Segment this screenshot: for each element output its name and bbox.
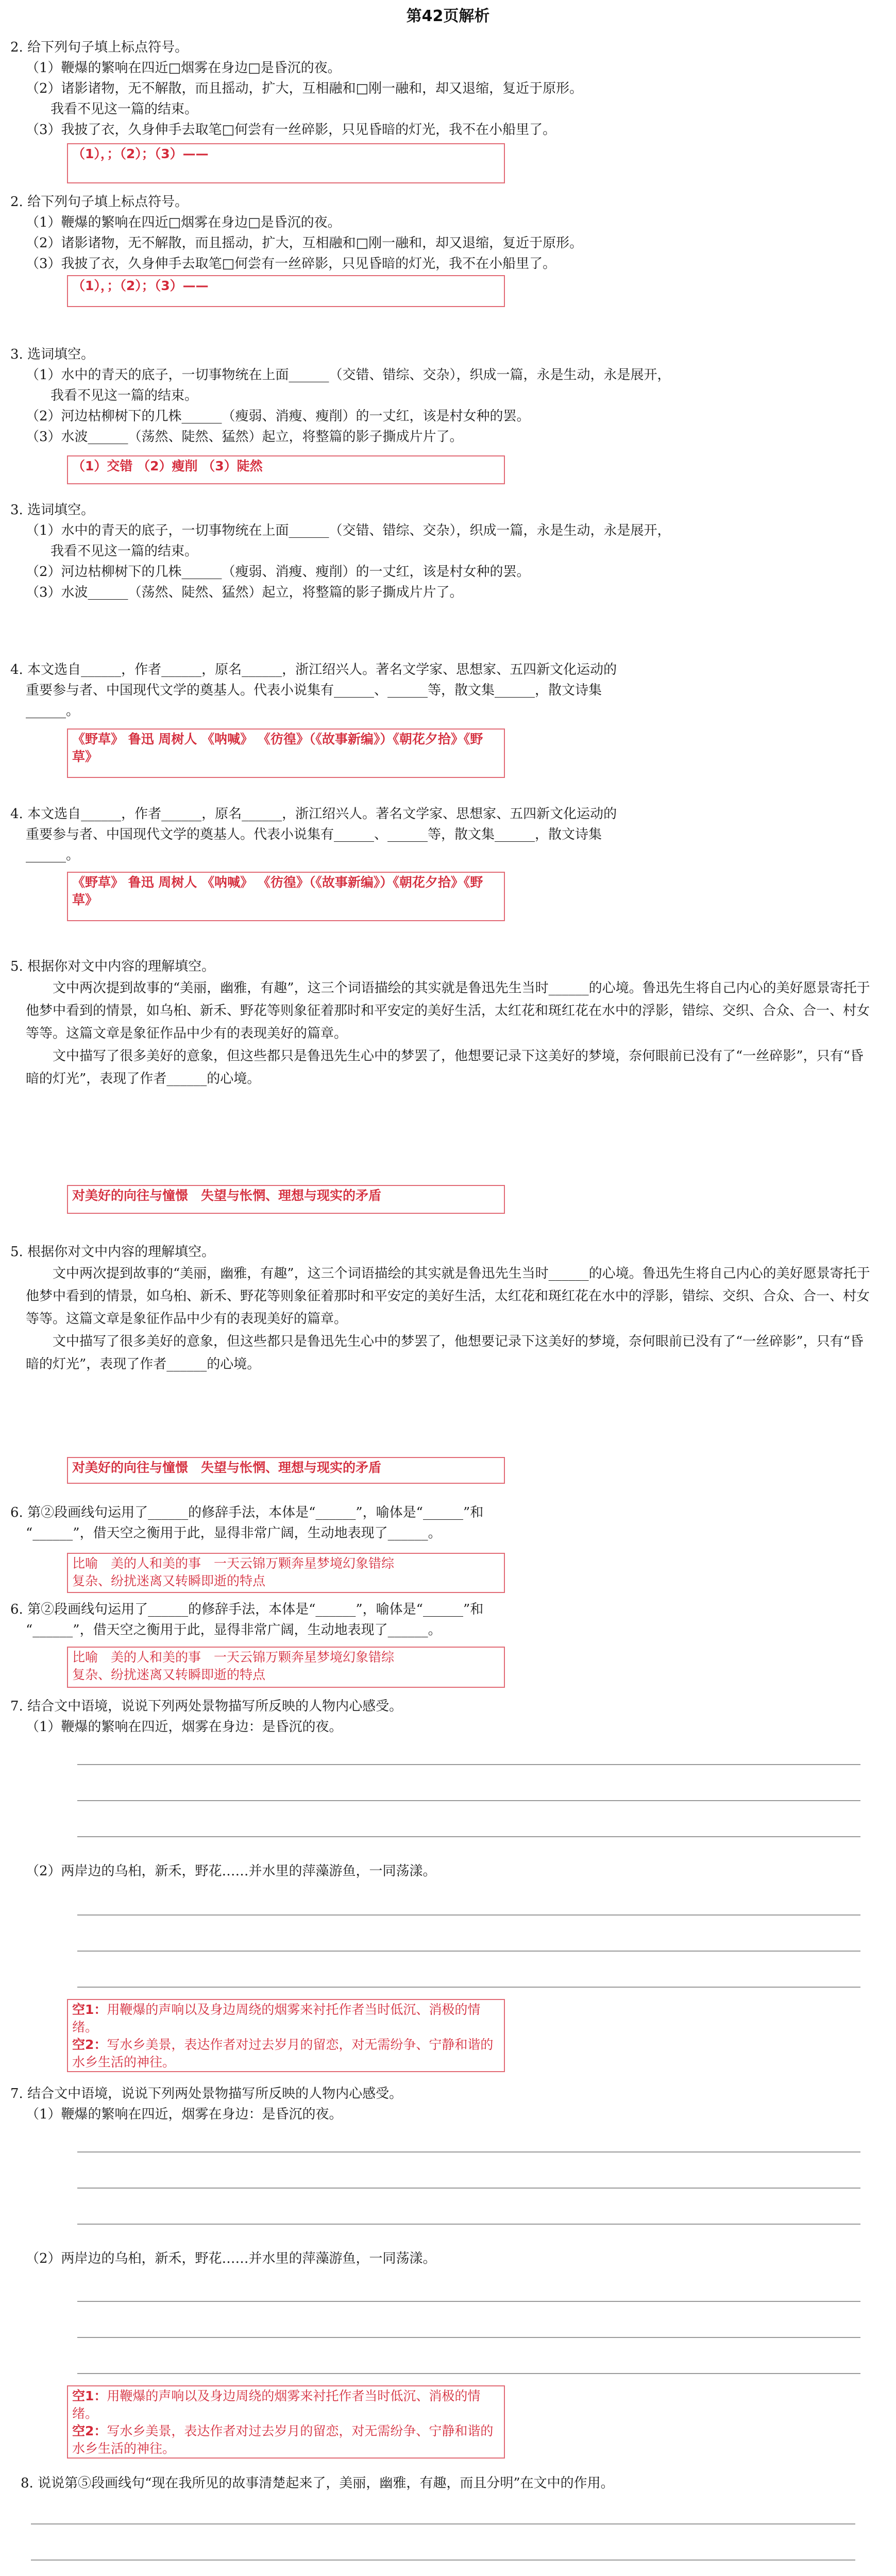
question-title: 2. 给下列句子填上标点符号。 — [10, 40, 189, 55]
question-2 — [10, 37, 876, 140]
answer-line-2: 复杂、纷扰迷离又转瞬即逝的特点 — [72, 1573, 266, 1588]
answer-box — [67, 872, 505, 921]
question-title: 8. 说说第⑤段画线句“现在我所见的故事清楚起来了，美丽，幽雅，有趣，而且分明”在文中的作用。 — [21, 2476, 614, 2491]
q6-line-1: 6. 第②段画线句运用了______的修辞手法，本体是“______”，喻体是“______”和 — [10, 1602, 484, 1617]
answer-line — [77, 1836, 860, 1837]
q4-line-3: ______。 — [26, 848, 80, 863]
q6-line-2: “______”，借天空之衡用于此，显得非常广阔，生动地表现了______。 — [26, 1622, 442, 1638]
question-title: 2. 给下列句子填上标点符号。 — [10, 194, 189, 210]
sentence-1: （1）鞭爆的繁响在四近，烟雾在身边：是昏沉的夜。 — [26, 1719, 343, 1735]
question-3-repeat — [10, 500, 876, 603]
question-2-repeat — [10, 192, 876, 274]
answer-box — [67, 275, 505, 307]
question-4 — [10, 659, 876, 721]
question-3 — [10, 344, 876, 447]
answer-line-2: 复杂、纷扰迷离又转瞬即逝的特点 — [72, 1667, 266, 1682]
answer-line — [77, 1764, 860, 1765]
answer-line — [77, 2337, 860, 2338]
answer-line — [31, 2560, 855, 2561]
question-8 — [21, 2473, 886, 2494]
question-title: 3. 选词填空。 — [10, 502, 95, 518]
question-5-repeat — [10, 1242, 876, 1376]
sentence-2: （2）两岸边的乌桕，新禾，野花……并水里的萍藻游鱼，一同荡漾。 — [26, 2251, 436, 2266]
answer-text: 对美好的向往与憧憬 失望与怅惘、理想与现实的矛盾 — [72, 1188, 382, 1203]
answer-label-1: 空1： — [72, 2002, 107, 2017]
answer-line-1: 比喻 美的人和美的事 一天云锦万颗奔星梦境幻象错综 — [72, 1556, 395, 1571]
answer-box — [67, 1553, 505, 1593]
answer-text-1: 用鞭爆的声响以及身边周绕的烟雾来衬托作者当时低沉、消极的情绪。 — [72, 2002, 481, 2035]
answer-text: 《野草》 鲁迅 周树人 《呐喊》 《彷徨》（《故事新编》）《朝花夕拾》《野草》 — [72, 732, 483, 764]
question-7-sub2 — [10, 1861, 876, 1882]
answer-text-1: 用鞭爆的声响以及身边周绕的烟雾来衬托作者当时低沉、消极的情绪。 — [72, 2388, 481, 2421]
question-6-repeat — [10, 1599, 876, 1640]
paragraph-2: 文中描写了很多美好的意象，但这些都只是鲁迅先生心中的梦罢了，他想要记录下这美好的梦境，奈何眼前已没有了“一丝碎影”，只有“昏暗的灯光”，表现了作者______的心境。 — [26, 1048, 864, 1087]
sentence-2: （2）河边枯柳树下的几株______（瘦弱、消瘦、瘦削）的一丈红，该是村女种的罢。 — [26, 409, 530, 424]
answer-line — [77, 2224, 860, 2225]
answer-box — [67, 143, 505, 183]
answer-box — [67, 1647, 505, 1688]
answer-box — [67, 1999, 505, 2072]
answer-text: （1），；（2）；（3）—— — [72, 278, 209, 293]
answer-line — [77, 2373, 860, 2374]
answer-line — [77, 1800, 860, 1801]
q4-line-1: 4. 本文选自______，作者______，原名______，浙江绍兴人。著名文学家、思想家、五四新文化运动的 — [10, 806, 617, 822]
sentence-1: （1）鞭爆的繁响在四近□烟雾在身边□是昏沉的夜。 — [26, 60, 341, 76]
sentence-2: （2）两岸边的乌桕，新禾，野花……并水里的萍藻游鱼，一同荡漾。 — [26, 1863, 436, 1879]
q6-line-1: 6. 第②段画线句运用了______的修辞手法，本体是“______”，喻体是“______”和 — [10, 1505, 484, 1520]
answer-line — [77, 2188, 860, 2189]
answer-text-2: 写水乡美景，表达作者对过去岁月的留恋，对无需纷争、宁静和谐的水乡生活的神往。 — [72, 2037, 494, 2070]
sentence-2: （2）诸影诸物，无不解散，而且摇动，扩大，互相融和□刚一融和，却又退缩，复近于原形。 — [26, 81, 583, 96]
q6-line-2: “______”，借天空之衡用于此，显得非常广阔，生动地表现了______。 — [26, 1526, 442, 1541]
question-title: 7. 结合文中语境，说说下列两处景物描写所反映的人物内心感受。 — [10, 1699, 403, 1714]
paragraph-2: 文中描写了很多美好的意象，但这些都只是鲁迅先生心中的梦罢了，他想要记录下这美好的梦境，奈何眼前已没有了“一丝碎影”，只有“昏暗的灯光”，表现了作者______的心境。 — [26, 1334, 864, 1372]
q4-line-3: ______。 — [26, 703, 80, 719]
answer-line — [77, 1987, 860, 1988]
q4-line-2: 重要参与者、中国现代文学的奠基人。代表小说集有______、______等，散文集______，散文诗集 — [26, 827, 602, 842]
q4-line-1: 4. 本文选自______，作者______，原名______，浙江绍兴人。著名文学家、思想家、五四新文化运动的 — [10, 662, 617, 677]
answer-box — [67, 1185, 505, 1214]
question-7-repeat — [10, 2083, 876, 2125]
question-title: 7. 结合文中语境，说说下列两处景物描写所反映的人物内心感受。 — [10, 2086, 403, 2102]
page-title: 第42页解析 — [406, 7, 490, 25]
sentence-1: （1）水中的青天的底子，一切事物统在上面______（交错、错综、交杂），织成一篇，永是生动，永是展开， — [26, 367, 671, 383]
q4-line-2: 重要参与者、中国现代文学的奠基人。代表小说集有______、______等，散文集______，散文诗集 — [26, 683, 602, 698]
sentence-2-cont: 我看不见这一篇的结束。 — [50, 101, 198, 117]
answer-line-1: 比喻 美的人和美的事 一天云锦万颗奔星梦境幻象错综 — [72, 1650, 395, 1665]
sentence-3: （3）我披了衣，久身伸手去取笔□何尝有一丝碎影，只见昏暗的灯光，我不在小船里了。 — [26, 122, 556, 138]
question-title: 5. 根据你对文中内容的理解填空。 — [10, 959, 215, 974]
answer-line — [77, 2151, 860, 2153]
answer-box — [67, 455, 505, 484]
question-4-repeat — [10, 804, 876, 866]
question-title: 5. 根据你对文中内容的理解填空。 — [10, 1244, 215, 1260]
answer-line — [77, 1951, 860, 1952]
sentence-1: （1）鞭爆的繁响在四近，烟雾在身边：是昏沉的夜。 — [26, 2107, 343, 2122]
paragraph-1: 文中两次提到故事的“美丽，幽雅，有趣”，这三个词语描绘的其实就是鲁迅先生当时______的心境。鲁迅先生将自己内心的美好愿景寄托于他梦中看到的情景，如乌桕、新禾、野花等则象征着那时和平安定的美好生活，太红花和斑红花在水中的浮影，错综、交织、合众、合一、村女等等。这篇文章是象征作品中少有的表现美好的篇章。 — [26, 1266, 870, 1327]
question-7 — [10, 1696, 876, 1737]
sentence-3: （3）水波______（荡然、陡然、猛然）起立，将整篇的影子撕成片片了。 — [26, 429, 463, 445]
sentence-1-cont: 我看不见这一篇的结束。 — [50, 544, 198, 559]
answer-box — [67, 1457, 505, 1484]
paragraph-1: 文中两次提到故事的“美丽，幽雅，有趣”，这三个词语描绘的其实就是鲁迅先生当时______的心境。鲁迅先生将自己内心的美好愿景寄托于他梦中看到的情景，如乌桕、新禾、野花等则象征着那时和平安定的美好生活，太红花和斑红花在水中的浮影，错综、交织、合众、合一、村女等等。这篇文章是象征作品中少有的表现美好的篇章。 — [26, 980, 870, 1041]
answer-text: （1），；（2）；（3）—— — [72, 146, 209, 161]
answer-label-2: 空2： — [72, 2424, 107, 2438]
answer-line — [31, 2523, 855, 2524]
question-7-repeat-sub2 — [10, 2248, 876, 2269]
sentence-2: （2）诸影诸物，无不解散，而且摇动，扩大，互相融和□刚一融和，却又退缩，复近于原形。 — [26, 235, 583, 251]
sentence-1: （1）鞭爆的繁响在四近□烟雾在身边□是昏沉的夜。 — [26, 215, 341, 230]
question-5 — [10, 956, 876, 1090]
answer-text: 对美好的向往与憧憬 失望与怅惘、理想与现实的矛盾 — [72, 1460, 382, 1475]
answer-line — [77, 1914, 860, 1916]
question-title: 3. 选词填空。 — [10, 347, 95, 362]
answer-text: 《野草》 鲁迅 周树人 《呐喊》 《彷徨》（《故事新编》）《朝花夕拾》《野草》 — [72, 875, 483, 907]
sentence-3: （3）我披了衣，久身伸手去取笔□何尝有一丝碎影，只见昏暗的灯光，我不在小船里了。 — [26, 256, 556, 272]
question-6 — [10, 1502, 876, 1544]
answer-line — [77, 2301, 860, 2302]
answer-label-1: 空1： — [72, 2388, 107, 2403]
answer-text: （1）交错 （2）瘦削 （3）陡然 — [72, 459, 263, 473]
answer-text-2: 写水乡美景，表达作者对过去岁月的留恋，对无需纷争、宁静和谐的水乡生活的神往。 — [72, 2424, 494, 2456]
sentence-1: （1）水中的青天的底子，一切事物统在上面______（交错、错综、交杂），织成一篇，永是生动，永是展开， — [26, 523, 671, 538]
sentence-1-cont: 我看不见这一篇的结束。 — [50, 388, 198, 403]
answer-box — [67, 728, 505, 778]
sentence-3: （3）水波______（荡然、陡然、猛然）起立，将整篇的影子撕成片片了。 — [26, 585, 463, 600]
sentence-2: （2）河边枯柳树下的几株______（瘦弱、消瘦、瘦削）的一丈红，该是村女种的罢。 — [26, 564, 530, 580]
answer-box — [67, 2385, 505, 2459]
answer-label-2: 空2： — [72, 2037, 107, 2052]
